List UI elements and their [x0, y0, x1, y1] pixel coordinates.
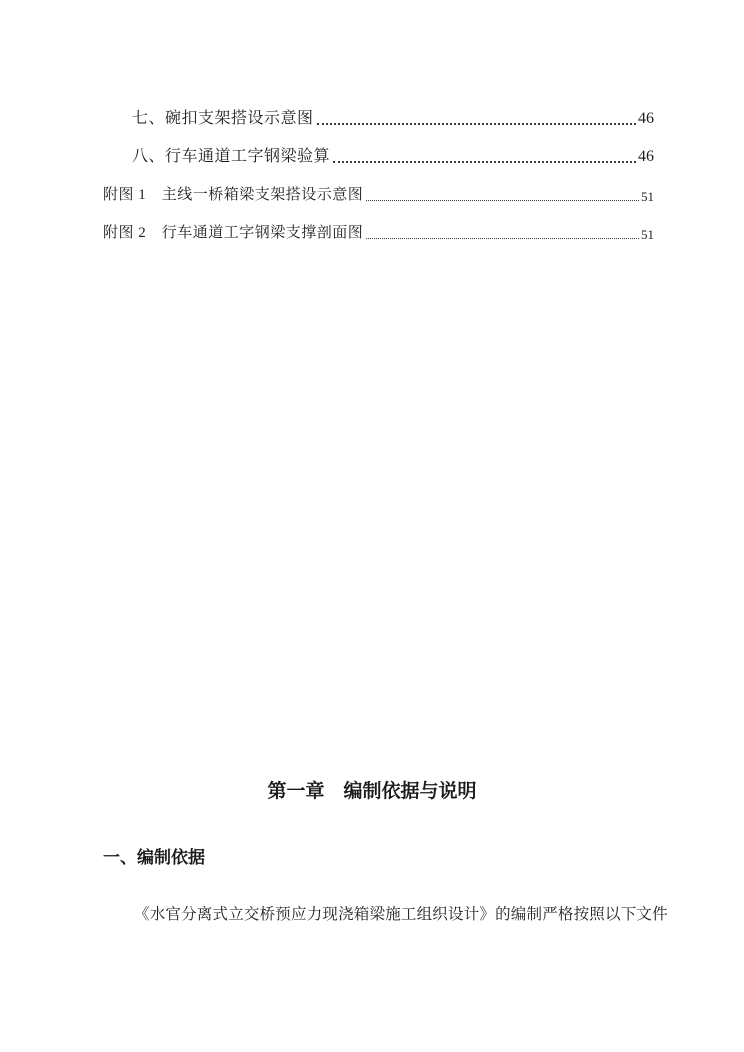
- toc-entry[interactable]: [103, 98, 654, 136]
- dot-leader: [333, 161, 636, 163]
- toc-entry-label: 附图 2 行车通道工字钢梁支撑剖面图: [103, 224, 364, 241]
- dot-leader: [317, 123, 636, 125]
- toc-entry[interactable]: [103, 212, 654, 250]
- dot-leader: [366, 238, 639, 239]
- dot-leader: [366, 200, 639, 201]
- chapter-heading: 第一章 编制依据与说明: [267, 781, 477, 802]
- table-of-contents: [103, 98, 654, 250]
- toc-page-number: 46: [638, 148, 654, 166]
- toc-page-number: 46: [638, 110, 654, 128]
- section-heading: 一、编制依据: [103, 848, 205, 867]
- body-paragraph: 《水官分离式立交桥预应力现浇箱梁施工组织设计》的编制严格按照以下文件: [134, 906, 668, 923]
- toc-entry-label: 八、行车通道工字钢梁验算: [132, 147, 331, 165]
- toc-entry[interactable]: [103, 136, 654, 174]
- toc-entry-label: 七、碗扣支架搭设示意图: [132, 109, 314, 127]
- toc-entry[interactable]: [103, 174, 654, 212]
- toc-page-number: 51: [641, 188, 654, 204]
- toc-entry-label: 附图 1 主线一桥箱梁支架搭设示意图: [103, 186, 364, 203]
- toc-page-number: 51: [641, 226, 654, 242]
